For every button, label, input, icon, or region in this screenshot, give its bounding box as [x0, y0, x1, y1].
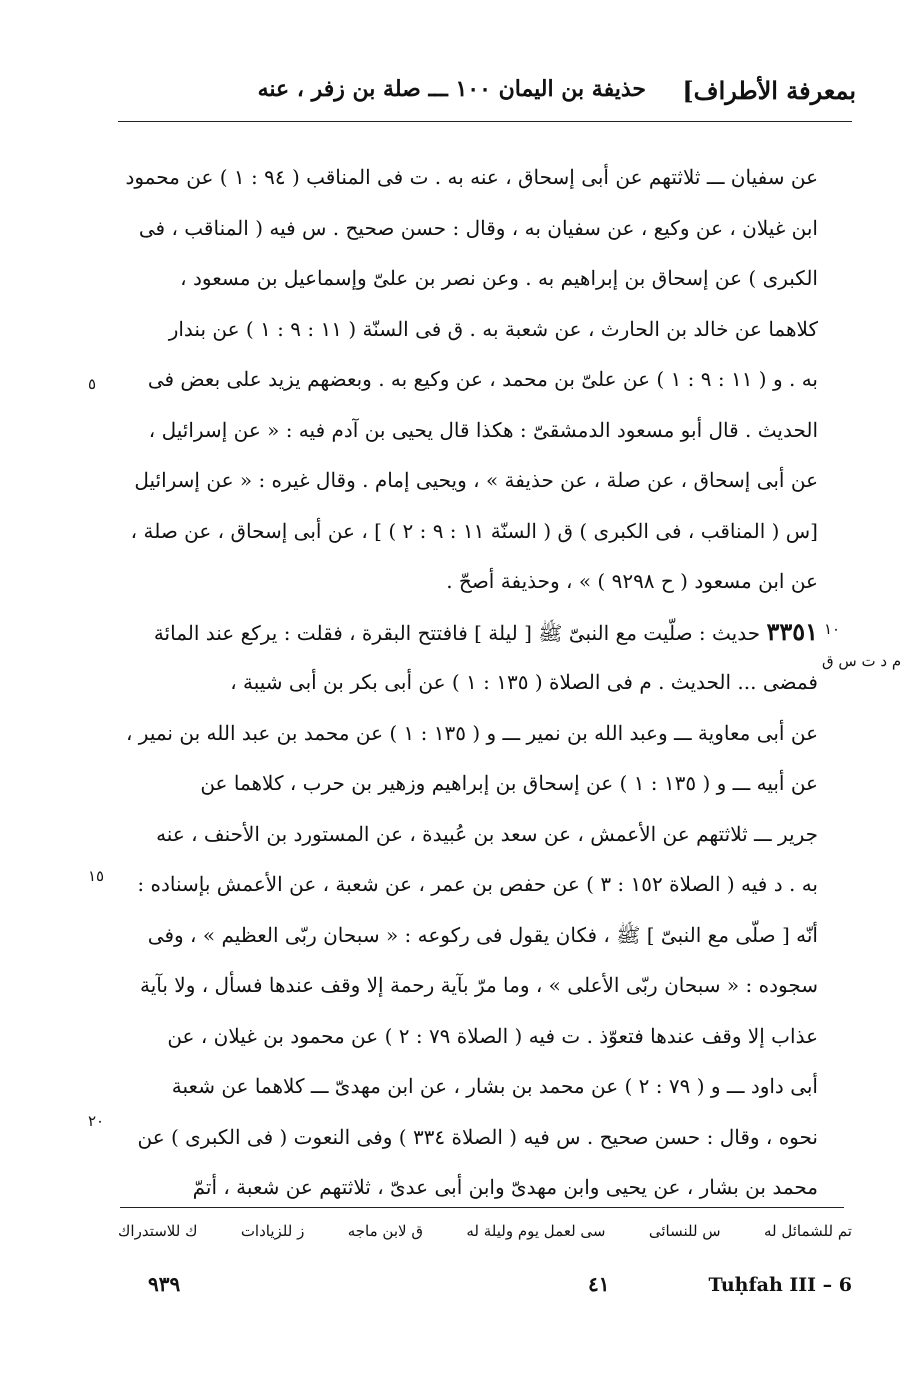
text-line: جرير ـــ ثلاثتهم عن الأعمش ، عن سعد بن عُبيدة ، عن المستورد بن الأحنف ، عنه — [156, 821, 818, 846]
text-line: عن أبى معاوية ـــ وعبد الله بن نمير ـــ و ( ١٣٥ : ١ ) عن محمد بن عبد الله بن نمير ، — [125, 720, 818, 745]
hadith-heading — [118, 607, 818, 658]
running-header — [118, 70, 856, 114]
page-number-center: ٤١ — [588, 1272, 610, 1296]
page-number-arabic: ٩٣٩ — [148, 1272, 181, 1296]
text-line: به . د فيه ( الصلاة ١٥٢ : ٣ ) عن حفص بن عمر ، عن شعبة ، عن الأعمش بإسناده : — [137, 872, 818, 896]
sigla-legend — [118, 1222, 852, 1240]
line-number-10: ١٠ — [824, 620, 841, 638]
line-number-20: ٢٠ — [88, 1112, 105, 1130]
legend-item: ز للزيادات — [240, 1222, 305, 1240]
running-title-section: حذيفة بن اليمان ١٠٠ ـــ صلة بن زفر ، عنه — [257, 76, 646, 102]
source-sigla: م د ت س ق — [822, 652, 902, 670]
main-text — [118, 152, 818, 1213]
text-line: نحوه ، وقال : حسن صحيح . س فيه ( الصلاة ٣٣٤ ) وفى النعوت ( فى الكبرى ) عن — [137, 1124, 818, 1149]
text-line: عن ابن مسعود ( ح ٩٢٩٨ ) » ، وحذيفة أصحّ . — [446, 569, 818, 593]
legend-item: سى لعمل يوم وليلة له — [466, 1222, 606, 1240]
text-line: أبى داود ـــ و ( ٧٩ : ٢ ) عن محمد بن بشار ، عن ابن مهدىّ ـــ كلاهما عن شعبة — [171, 1074, 818, 1098]
header-rule — [118, 121, 852, 122]
text-line: فمضى ... الحديث . م فى الصلاة ( ١٣٥ : ١ ) عن أبى بكر بن أبى شيبة ، — [230, 670, 818, 694]
text-line: الحديث . قال أبو مسعود الدمشقىّ : هكذا قال يحيى بن آدم فيه : « عن إسرائيل ، — [148, 417, 818, 442]
page-footer — [118, 1272, 852, 1302]
text-line: كلاهما عن خالد بن الحارث ، عن شعبة به . ق فى السنّة ( ١١ : ٩ : ١ ) عن بندار — [168, 316, 818, 341]
text-line: [س ( المناقب ، فى الكبرى ) ق ( السنّة ١١ : ٩ : ٢ ) ] ، عن أبى إسحاق ، عن صلة ، — [130, 518, 818, 543]
printer-signature: Tuḥfah III – 6 — [708, 1274, 852, 1296]
line-number-15: ١٥ — [88, 867, 105, 885]
text-line: ابن غيلان ، عن وكيع ، عن سفيان به ، وقال : حسن صحيح . س فيه ( المناقب ، فى — [138, 215, 818, 240]
text-line: عن سفيان ـــ ثلاثتهم عن أبى إسحاق ، عنه به . ت فى المناقب ( ٩٤ : ١ ) عن محمود — [125, 165, 818, 189]
hadith-first-line: حديث : صلّيت مع النبىّ ﷺ [ ليلة ] فافتتح البقرة ، فقلت : يركع عند المائة — [153, 620, 761, 645]
text-line: عن أبى إسحاق ، عن صلة ، عن حذيفة » ، ويحيى إمام . وقال غيره : « عن إسرائيل — [134, 468, 818, 492]
text-line: الكبرى ) عن إسحاق بن إبراهيم به . وعن نصر بن علىّ وإسماعيل بن مسعود ، — [180, 266, 818, 290]
running-title-book: بمعرفة الأطراف] — [682, 76, 856, 105]
legend-item: س للنسائى — [648, 1222, 721, 1240]
text-line: به . و ( ١١ : ٩ : ١ ) عن علىّ بن محمد ، عن وكيع به . وبعضهم يزيد على بعض فى — [147, 367, 818, 391]
text-line: عذاب إلا وقف عندها فتعوّذ . ت فيه ( الصلاة ٧٩ : ٢ ) عن محمود بن غيلان ، عن — [167, 1023, 818, 1048]
legend-item: تم للشمائل له — [763, 1222, 852, 1240]
line-number-5: ٥ — [88, 375, 97, 393]
footer-rule — [120, 1207, 844, 1208]
text-line: سجوده : « سبحان ربّى الأعلى » ، وما مرّ بآية رحمة إلا وقف عندها فسأل ، ولا بآية — [139, 973, 818, 997]
text-line: محمد بن بشار ، عن يحيى وابن مهدىّ وابن أبى عدىّ ، ثلاثتهم عن شعبة ، أتمّ — [192, 1175, 818, 1199]
legend-item: ق لابن ماجه — [347, 1222, 423, 1240]
hadith-number: ٣٣٥١ — [766, 616, 818, 646]
legend-item: ك للاستدراك — [118, 1222, 198, 1240]
text-line: عن أبيه ـــ و ( ١٣٥ : ١ ) عن إسحاق بن إبراهيم وزهير بن حرب ، كلاهما عن — [200, 771, 818, 795]
text-line: أنّه [ صلّى مع النبىّ ] ﷺ ، فكان يقول فى ركوعه : « سبحان ربّى العظيم » ، وفى — [147, 922, 818, 947]
